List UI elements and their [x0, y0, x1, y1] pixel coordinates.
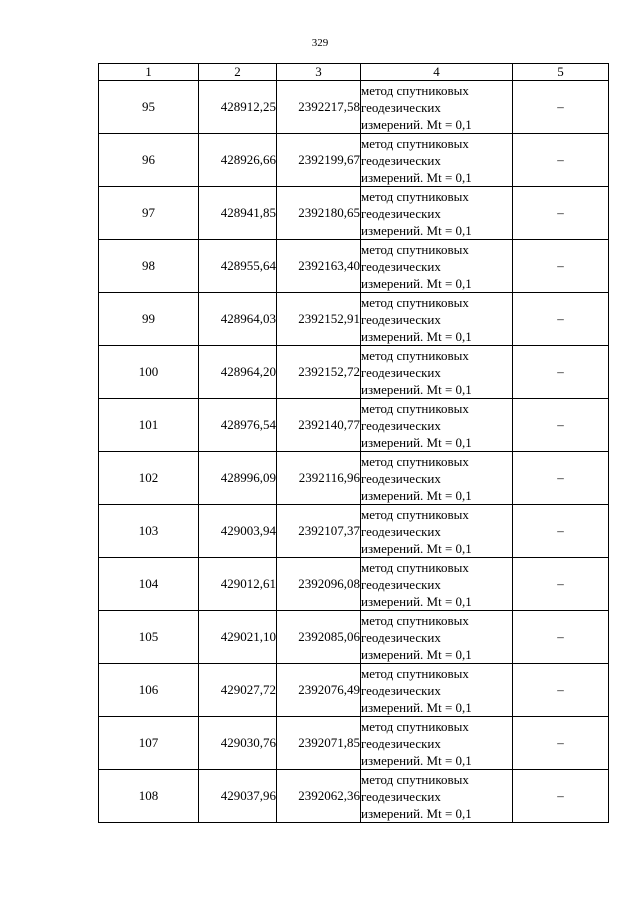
y-coordinate-cell: 2392217,58	[277, 81, 361, 134]
method-cell	[361, 81, 513, 134]
method-cell	[361, 452, 513, 505]
note-cell: –	[513, 664, 609, 717]
header-cell-3: 3	[277, 64, 361, 81]
x-coordinate-cell: 429012,61	[199, 558, 277, 611]
method-line: геодезических	[361, 364, 441, 380]
note-cell: –	[513, 452, 609, 505]
method-line: геодезических	[361, 788, 441, 804]
method-cell	[361, 558, 513, 611]
point-number-cell: 95	[99, 81, 199, 134]
method-line: измерений. Mt = 0,1	[361, 699, 472, 715]
method-line: геодезических	[361, 417, 441, 433]
method-line: геодезических	[361, 470, 441, 486]
method-cell	[361, 770, 513, 823]
method-line: измерений. Mt = 0,1	[361, 540, 472, 556]
table-row	[99, 240, 609, 293]
coordinates-table	[98, 63, 609, 823]
point-number-cell: 96	[99, 134, 199, 187]
table-row	[99, 187, 609, 240]
point-number-cell: 100	[99, 346, 199, 399]
method-line: геодезических	[361, 205, 441, 221]
method-line: геодезических	[361, 311, 441, 327]
method-cell	[361, 717, 513, 770]
note-cell: –	[513, 134, 609, 187]
table-header-row	[99, 64, 609, 81]
x-coordinate-cell: 429030,76	[199, 717, 277, 770]
table-body	[99, 64, 609, 823]
y-coordinate-cell: 2392062,36	[277, 770, 361, 823]
table-row	[99, 664, 609, 717]
note-cell: –	[513, 346, 609, 399]
y-coordinate-cell: 2392116,96	[277, 452, 361, 505]
table-row	[99, 770, 609, 823]
note-cell: –	[513, 558, 609, 611]
method-line: геодезических	[361, 99, 441, 115]
method-cell	[361, 346, 513, 399]
table-row	[99, 611, 609, 664]
x-coordinate-cell: 428912,25	[199, 81, 277, 134]
y-coordinate-cell: 2392180,65	[277, 187, 361, 240]
method-line: измерений. Mt = 0,1	[361, 752, 472, 768]
x-coordinate-cell: 428964,20	[199, 346, 277, 399]
y-coordinate-cell: 2392199,67	[277, 134, 361, 187]
method-line: геодезических	[361, 258, 441, 274]
method-line: измерений. Mt = 0,1	[361, 169, 472, 185]
x-coordinate-cell: 428941,85	[199, 187, 277, 240]
point-number-cell: 105	[99, 611, 199, 664]
method-line: метод спутниковых	[361, 241, 469, 257]
y-coordinate-cell: 2392071,85	[277, 717, 361, 770]
method-line: измерений. Mt = 0,1	[361, 487, 472, 503]
method-line: метод спутниковых	[361, 718, 469, 734]
x-coordinate-cell: 429037,96	[199, 770, 277, 823]
method-line: геодезических	[361, 735, 441, 751]
point-number-cell: 102	[99, 452, 199, 505]
method-line: измерений. Mt = 0,1	[361, 646, 472, 662]
table-row	[99, 293, 609, 346]
method-line: метод спутниковых	[361, 400, 469, 416]
method-line: метод спутниковых	[361, 506, 469, 522]
method-cell	[361, 505, 513, 558]
method-line: геодезических	[361, 523, 441, 539]
y-coordinate-cell: 2392140,77	[277, 399, 361, 452]
header-cell-1: 1	[99, 64, 199, 81]
note-cell: –	[513, 399, 609, 452]
point-number-cell: 104	[99, 558, 199, 611]
method-line: метод спутниковых	[361, 82, 469, 98]
method-line: измерений. Mt = 0,1	[361, 275, 472, 291]
table-row	[99, 452, 609, 505]
method-line: измерений. Mt = 0,1	[361, 328, 472, 344]
method-cell	[361, 187, 513, 240]
method-cell	[361, 611, 513, 664]
x-coordinate-cell: 429027,72	[199, 664, 277, 717]
method-line: метод спутниковых	[361, 294, 469, 310]
x-coordinate-cell: 428976,54	[199, 399, 277, 452]
table-row	[99, 505, 609, 558]
y-coordinate-cell: 2392096,08	[277, 558, 361, 611]
method-cell	[361, 399, 513, 452]
table-row	[99, 399, 609, 452]
method-line: метод спутниковых	[361, 347, 469, 363]
method-line: метод спутниковых	[361, 665, 469, 681]
table-row	[99, 81, 609, 134]
method-line: метод спутниковых	[361, 612, 469, 628]
method-line: измерений. Mt = 0,1	[361, 222, 472, 238]
note-cell: –	[513, 770, 609, 823]
method-line: измерений. Mt = 0,1	[361, 434, 472, 450]
header-cell-4: 4	[361, 64, 513, 81]
method-line: измерений. Mt = 0,1	[361, 593, 472, 609]
point-number-cell: 101	[99, 399, 199, 452]
point-number-cell: 98	[99, 240, 199, 293]
point-number-cell: 106	[99, 664, 199, 717]
table-row	[99, 346, 609, 399]
method-cell	[361, 240, 513, 293]
y-coordinate-cell: 2392107,37	[277, 505, 361, 558]
method-cell	[361, 664, 513, 717]
point-number-cell: 103	[99, 505, 199, 558]
table-row	[99, 717, 609, 770]
method-line: измерений. Mt = 0,1	[361, 381, 472, 397]
table-row	[99, 558, 609, 611]
y-coordinate-cell: 2392163,40	[277, 240, 361, 293]
method-line: измерений. Mt = 0,1	[361, 116, 472, 132]
x-coordinate-cell: 429021,10	[199, 611, 277, 664]
method-line: измерений. Mt = 0,1	[361, 805, 472, 821]
note-cell: –	[513, 293, 609, 346]
method-line: геодезических	[361, 576, 441, 592]
x-coordinate-cell: 428964,03	[199, 293, 277, 346]
header-cell-5: 5	[513, 64, 609, 81]
method-cell	[361, 293, 513, 346]
point-number-cell: 108	[99, 770, 199, 823]
x-coordinate-cell: 428926,66	[199, 134, 277, 187]
page-number: 329	[311, 37, 329, 49]
method-line: метод спутниковых	[361, 453, 469, 469]
y-coordinate-cell: 2392076,49	[277, 664, 361, 717]
method-line: метод спутниковых	[361, 188, 469, 204]
header-cell-2: 2	[199, 64, 277, 81]
y-coordinate-cell: 2392085,06	[277, 611, 361, 664]
table-row	[99, 134, 609, 187]
x-coordinate-cell: 429003,94	[199, 505, 277, 558]
note-cell: –	[513, 81, 609, 134]
method-line: метод спутниковых	[361, 559, 469, 575]
note-cell: –	[513, 240, 609, 293]
x-coordinate-cell: 428955,64	[199, 240, 277, 293]
note-cell: –	[513, 187, 609, 240]
method-line: геодезических	[361, 682, 441, 698]
note-cell: –	[513, 611, 609, 664]
method-cell	[361, 134, 513, 187]
method-line: метод спутниковых	[361, 771, 469, 787]
point-number-cell: 97	[99, 187, 199, 240]
y-coordinate-cell: 2392152,91	[277, 293, 361, 346]
note-cell: –	[513, 505, 609, 558]
method-line: геодезических	[361, 629, 441, 645]
note-cell: –	[513, 717, 609, 770]
point-number-cell: 99	[99, 293, 199, 346]
point-number-cell: 107	[99, 717, 199, 770]
x-coordinate-cell: 428996,09	[199, 452, 277, 505]
method-line: метод спутниковых	[361, 135, 469, 151]
method-line: геодезических	[361, 152, 441, 168]
y-coordinate-cell: 2392152,72	[277, 346, 361, 399]
